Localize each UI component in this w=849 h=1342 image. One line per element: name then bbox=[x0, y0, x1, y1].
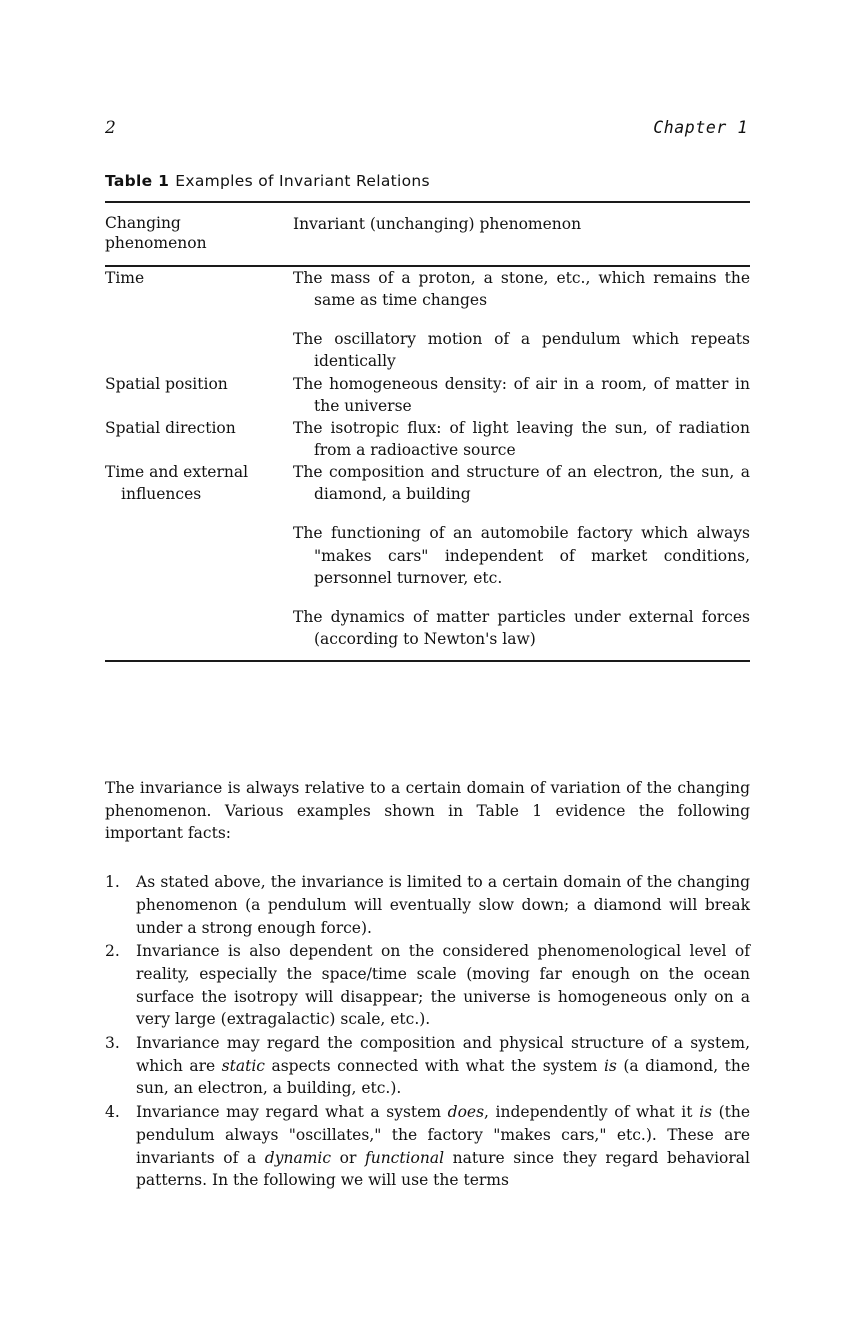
invariant-relations-body bbox=[105, 267, 750, 660]
table-caption-label: Table 1 bbox=[105, 172, 170, 190]
list-item bbox=[105, 940, 750, 1031]
row-changing-line1: Time and external bbox=[105, 463, 249, 482]
list-item-text: Invariance may regard the composition and physical structure of a system, which are static aspects connected with what the system is (a diamond, the sun, an electron, a building, etc.). bbox=[136, 1034, 750, 1098]
table-caption-title: Examples of Invariant Relations bbox=[175, 172, 430, 190]
row-invariant-spatial-direction bbox=[293, 417, 750, 461]
invariant-item: The dynamics of matter particles under external forces (according to Newton's law) bbox=[293, 607, 750, 649]
facts-list bbox=[105, 871, 750, 1192]
table-row bbox=[105, 373, 750, 417]
list-item-number: 2. bbox=[105, 942, 120, 961]
column-header-changing-line1: Changing bbox=[105, 214, 181, 232]
row-changing-time-external bbox=[105, 461, 293, 660]
invariant-item: The functioning of an automobile factory which always "makes cars" independent of market conditions, personnel turnover, etc. bbox=[293, 524, 750, 587]
list-item bbox=[105, 1032, 750, 1100]
list-item bbox=[105, 1101, 750, 1192]
invariant-item: The oscillatory motion of a pendulum which repeats identically bbox=[293, 330, 750, 371]
list-item-text: As stated above, the invariance is limited to a certain domain of the changing phenomenon (a pendulum will eventually slow down; a diamond will break under a strong enough force). bbox=[136, 873, 750, 937]
column-header-changing bbox=[105, 203, 293, 265]
row-changing-time-external-text bbox=[105, 461, 293, 505]
chapter-label: Chapter 1 bbox=[653, 118, 748, 137]
intro-paragraph: The invariance is always relative to a certain domain of variation of the changing phenomenon. Various examples shown in Table 1 evidence the following important facts: bbox=[105, 779, 750, 843]
table-row bbox=[105, 267, 750, 373]
table-header-row bbox=[105, 203, 750, 265]
table-row bbox=[105, 461, 750, 660]
row-invariant-spatial-position bbox=[293, 373, 750, 417]
table-caption bbox=[105, 172, 750, 190]
row-invariant-time-external bbox=[293, 461, 750, 660]
row-invariant-time bbox=[293, 267, 750, 373]
column-header-invariant: Invariant (unchanging) phenomenon bbox=[293, 215, 582, 233]
page-number: 2 bbox=[105, 118, 117, 138]
invariant-relations-table-block bbox=[105, 172, 750, 662]
list-item-text: Invariance is also dependent on the considered phenomenological level of reality, especially the space/time scale (moving far enough on the ocean surface the isotropy will disappear; the universe is homogeneous only on a very large (extragalactic) scale, etc.). bbox=[136, 942, 750, 1029]
invariant-item: The mass of a proton, a stone, etc., which remains the same as time changes bbox=[293, 268, 750, 310]
row-changing-time: Time bbox=[105, 268, 145, 287]
list-item bbox=[105, 871, 750, 939]
row-changing-spatial-position: Spatial position bbox=[105, 374, 228, 393]
invariant-relations-table bbox=[105, 203, 750, 265]
table-row bbox=[105, 417, 750, 461]
table-body bbox=[105, 267, 750, 660]
running-head bbox=[105, 118, 748, 144]
invariant-item: The composition and structure of an electron, the sun, a diamond, a building bbox=[293, 463, 750, 504]
row-changing-line2: influences bbox=[121, 485, 202, 504]
column-header-changing-line2: phenomenon bbox=[105, 234, 207, 253]
body-copy bbox=[105, 777, 750, 1192]
invariant-item: The homogeneous density: of air in a room, of matter in the universe bbox=[293, 374, 750, 415]
table-rule-bottom bbox=[105, 660, 750, 662]
invariant-item: The isotropic flux: of light leaving the sun, of radiation from a radioactive source bbox=[293, 418, 750, 459]
row-changing-spatial-direction: Spatial direction bbox=[105, 418, 236, 437]
table-head bbox=[105, 203, 750, 265]
list-item-text: Invariance may regard what a system does, independently of what it is (the pendulum always "oscillates," the factory "makes cars," etc.). These are invariants of a dynamic or functional nature since they regard behavioral patterns. In the following we will use the terms bbox=[136, 1103, 751, 1190]
list-item-number: 1. bbox=[105, 873, 120, 892]
list-item-number: 3. bbox=[105, 1034, 120, 1053]
list-item-number: 4. bbox=[105, 1103, 120, 1122]
